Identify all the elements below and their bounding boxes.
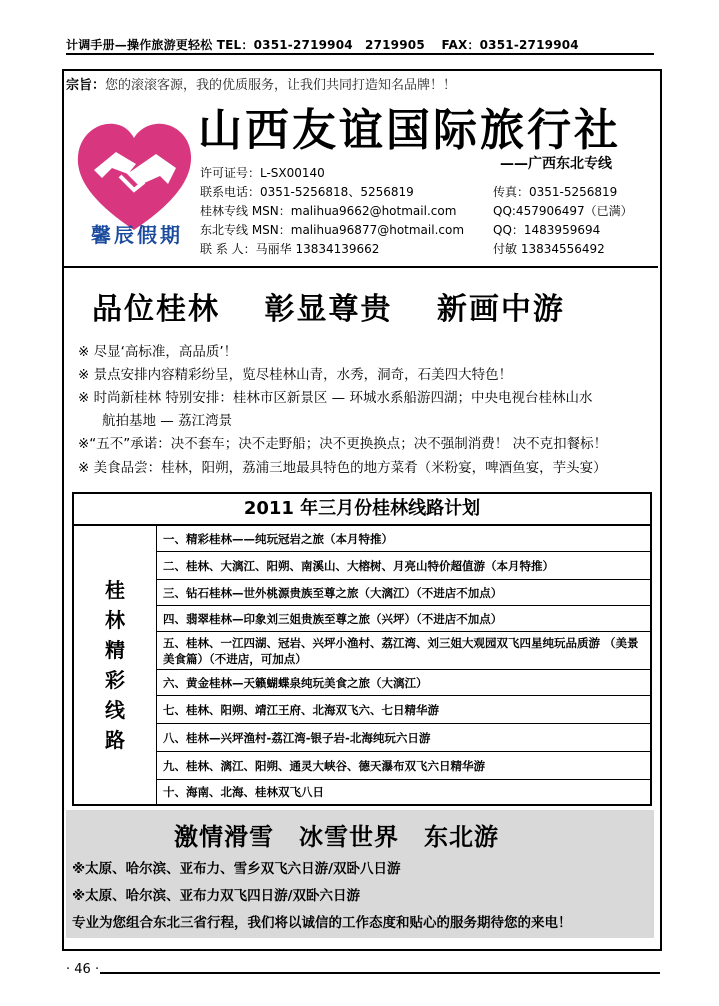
northeast-route: ※太原、哈尔滨、亚布力双飞四日游/双卧六日游 bbox=[72, 888, 361, 904]
side-char: 路 bbox=[105, 728, 125, 752]
feature-bullet: ※ 美食品尝：桂林，阳朔，荔浦三地最具特色的地方菜肴（米粉宴，啤酒鱼宴，芋头宴） bbox=[78, 460, 607, 476]
routes-title: 2011 年三月份桂林线路计划 bbox=[74, 494, 650, 526]
routes-list bbox=[157, 526, 650, 804]
route-item: 十、海南、北海、桂林双飞八日 bbox=[163, 785, 324, 799]
route-item: 五、桂林、一江四湖、冠岩、兴坪小渔村、荔江湾、刘三姐大观园双飞四星纯玩品质游 （美景美食篇）（不进店，可加点） bbox=[157, 632, 650, 670]
route-item: 七、桂林、阳朔、靖江王府、北海双飞六、七日精华游 bbox=[157, 696, 650, 724]
side-char: 林 bbox=[105, 608, 125, 632]
routes-table bbox=[72, 492, 652, 806]
license-number: 许可证号：L-SX00140 bbox=[200, 166, 325, 180]
motto-prefix: 宗旨： bbox=[66, 78, 106, 93]
northeast-qq: QQ：1483959694 bbox=[493, 223, 601, 237]
contact-person: 联 系 人：马丽华 13834139662 bbox=[200, 242, 380, 256]
page-number: · 46 · bbox=[66, 962, 100, 977]
guilin-msn: 桂林专线 MSN：malihua9662@hotmail.com bbox=[200, 204, 457, 218]
company-subtitle: ——广西东北专线 bbox=[500, 156, 612, 172]
route-item: 四、翡翠桂林—印象刘三姐贵族至尊之旅（兴坪）（不进店不加点） bbox=[157, 606, 650, 632]
feature-bullet: ※ 时尚新桂林 特别安排：桂林市区新景区 — 环城水系船游四湖；中央电视台桂林山水 bbox=[78, 390, 593, 406]
route-item: 三、钻石桂林—世外桃源贵族至尊之旅（大漓江）（不进店不加点） bbox=[157, 580, 650, 606]
northeast-msn: 东北专线 MSN：malihua96877@hotmail.com bbox=[200, 223, 465, 237]
header-divider bbox=[66, 53, 654, 55]
northeast-route: ※太原、哈尔滨、亚布力、雪乡双飞六日游/双卧八日游 bbox=[72, 861, 401, 877]
feature-bullet: ※ 尽显‘高标准，高品质’！ bbox=[78, 344, 238, 360]
route-item: 一、精彩桂林——纯玩冠岩之旅（本月特推） bbox=[157, 526, 650, 552]
northeast-tagline: 专业为您组合东北三省行程，我们将以诚信的工作态度和贴心的服务期待您的来电！ bbox=[72, 915, 572, 931]
footer-divider bbox=[100, 972, 660, 974]
route-item: 八、桂林—兴坪渔村-荔江湾-银子岩-北海纯玩六日游 bbox=[157, 724, 650, 752]
feature-bullet: ※ 景点安排内容精彩纷呈，览尽桂林山青，水秀，洞奇，石美四大特色！ bbox=[78, 367, 513, 383]
northeast-title: 激情滑雪 冰雪世界 东北游 bbox=[174, 823, 499, 851]
side-char: 线 bbox=[105, 698, 125, 722]
feature-bullet: ※“五不”承诺：决不套车；决不走野船；决不更换换点；决不强制消费！ 决不克扣餐标！ bbox=[78, 436, 608, 452]
guilin-qq: QQ:457906497（已满） bbox=[493, 204, 633, 218]
side-char: 彩 bbox=[105, 668, 125, 692]
contact-fax: 传真：0351-5256819 bbox=[493, 185, 618, 199]
route-item: 二、桂林、大漓江、阳朔、南溪山、大榕树、月亮山特价超值游（本月特推） bbox=[157, 552, 650, 580]
route-item: 九、桂林、漓江、阳朔、通灵大峡谷、德天瀑布双飞六日精华游 bbox=[157, 752, 650, 780]
side-char: 精 bbox=[105, 638, 125, 662]
header-contact-bar: 计调手册—操作旅游更轻松 TEL：0351-2719904 2719905 FAX：0351-2719904 bbox=[66, 38, 579, 52]
route-item: 六、黄金桂林—天籁蝴蝶泉纯玩美食之旅（大漓江） bbox=[157, 670, 650, 696]
logo-brand-text: 馨辰假期 bbox=[91, 223, 183, 247]
motto-text: 您的滚滚客源，我的优质服务，让我们共同打造知名品牌！！ bbox=[105, 78, 457, 93]
guilin-slogan: 品位桂林 彰显尊贵 新画中游 bbox=[92, 292, 565, 327]
motto bbox=[66, 74, 456, 93]
company-name: 山西友谊国际旅行社 bbox=[198, 105, 621, 156]
section-divider bbox=[64, 266, 658, 268]
feature-bullet-continued: 航拍基地 — 荔江湾景 bbox=[102, 413, 233, 429]
routes-side-label bbox=[74, 526, 157, 804]
contact-person-2: 付敏 13834556492 bbox=[493, 242, 605, 256]
contact-phone: 联系电话：0351-5256818、5256819 bbox=[200, 185, 414, 199]
side-char: 桂 bbox=[105, 578, 125, 602]
